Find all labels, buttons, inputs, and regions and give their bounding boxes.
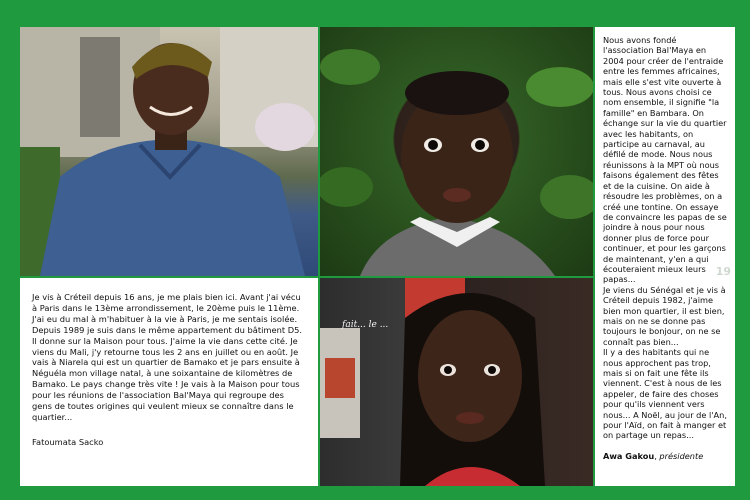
photo-woman-denim [20, 27, 318, 276]
right-signature: Awa Gakou, présidente [603, 450, 704, 461]
left-paragraph: Je vis à Créteil depuis 16 ans, je me plais bien ici. Avant j'ai vécu à Paris dans le 13ème arrondissement, le 20ème puis le 11ème. J'ai eu du mal à m'habituer à la vie à Paris, je me sentais isolée. Depuis 1989 je suis dans le même appartement du bâtiment D5. Il donne sur la Maison pour tous. J'aime la vie dans cette cité. Je viens du Mali, j'y retourne tous les 2 ans en juillet ou en août. Je vais à Niarela qui est un quartier de Bamako et je pars ensuite à Néguéla mon village natal, à une soixantaine de kilomètres de Bamako. Le pays change très vite ! Je vais à la Maison pour tous pour les réunions de l'association Bal'Maya qui regroupe des gens de toutes origines qui veulent mieux se connaître dans le quartier... [32, 292, 303, 422]
left-text-box [20, 278, 318, 486]
photo-boy-leaves-illustration [320, 27, 593, 276]
photo-sign-text: fait... le ... [342, 320, 389, 330]
photo-woman-denim-illustration [20, 27, 318, 276]
left-signature: Fatoumata Sacko [32, 436, 104, 447]
photo-girl-braids-illustration [320, 278, 593, 486]
right-signature-role: présidente [659, 450, 704, 461]
right-paragraph-2: Je viens du Sénégal et je vis à Créteil depuis 1982, j'aime bien mon quartier, il est bien, mais on ne se donne pas toujours le bonjour, on ne se connaît pas bien... [603, 284, 726, 347]
right-paragraph-1: Nous avons fondé l'association Bal'Maya en 2004 pour créer de l'entraide entre les femmes africaines, mais elle s'est vite ouverte à tous. Nous avons choisi ce nom ensemble, il signifie "la famille" en Bambara. On échange sur la vie du quartier avec les habitants, on participe au carnaval, au défilé de mode. Nous nous réunissons à la MPT où nous faisons également des fêtes et de la cuisine. On aide à résoudre les problèmes, on a créé une tontine. On essaye de convaincre les papas de se joindre à nous pour nous donner plus de force pour continuer, et pour les garçons de maintenant, y'en a qui écouteraient mieux leurs papas... [603, 35, 727, 285]
photo-boy-leaves [320, 27, 593, 276]
right-text-column [595, 27, 735, 486]
right-signature-name: Awa Gakou [603, 450, 655, 461]
right-paragraph-3: Il y a des habitants qui ne nous approchent pas trop, mais si on fait une fête ils viennent. C'est à nous de les appeler, de faire des choses pour qu'ils viennent vers nous... A Noël, au jour de l'An, pour l'Aïd, on fait à manger et on partage un repas... [603, 347, 727, 441]
page-number: 19 [715, 265, 731, 278]
photo-girl-braids [320, 278, 593, 486]
